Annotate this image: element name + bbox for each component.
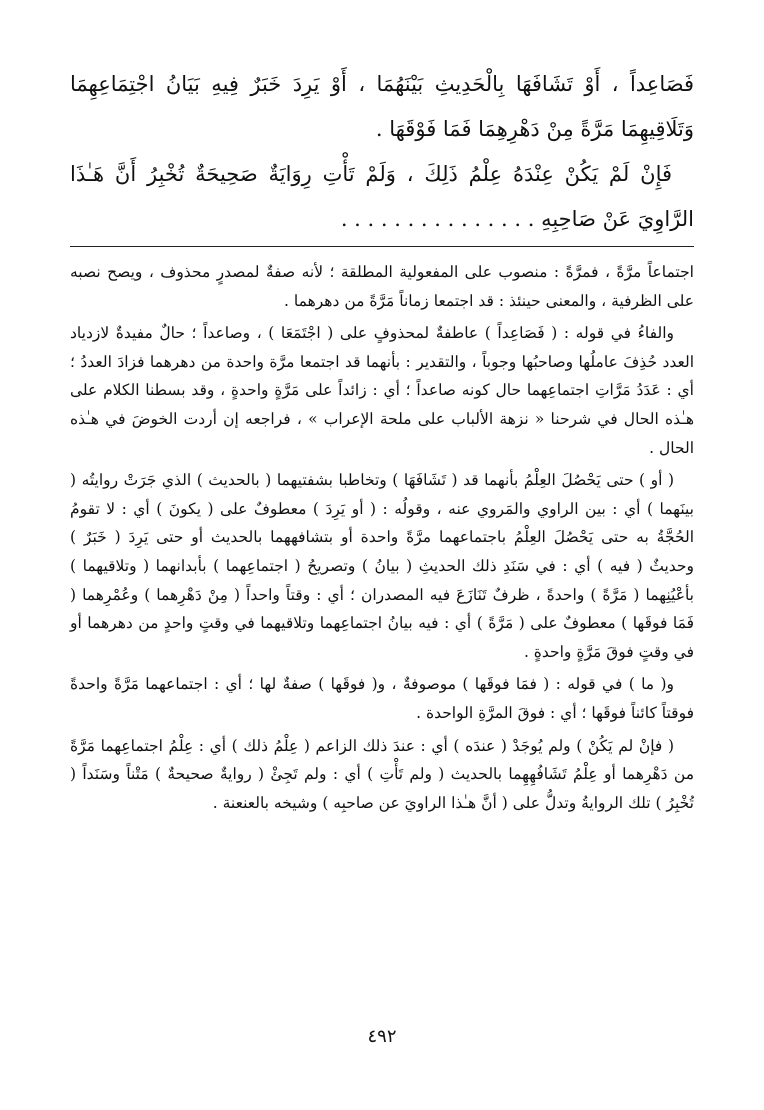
commentary-paragraph-2: والفاءُ في قوله : ( فَصَاعِداً ) عاطفةٌ لمحذوفٍ على ( اجْتَمَعَا ) ، وصاعداً ؛ حالٌ مفيدةٌ لازدياد العدد حُذِفَ عاملُها وصاحبُها وجوباً ، والتقدير : بأنهما قد اجتمعا مرَّة واحدة من دهرهما فزادَ العددُ ؛ أي : عَدَدُ مَرَّاتِ اجتماعِهما حال كونه صاعداً ؛ أي : زائداً على مَرَّةٍ واحدةٍ ، وقد بسطنا الكلام على هـٰذه الحال في شرحنا « نزهة الألباب على ملحة الإعراب » ، فراجعه إن أردت الخوضَ في هـٰذه الحال . <box>70 324 694 457</box>
commentary-paragraph-1: اجتماعاً مرَّةً ، فمرَّةً : منصوب على المفعولية المطلقة ؛ لأنه صفةٌ لمصدرٍ محذوف ، ويصح نصبه على الظرفية ، والمعنى حينئذ : قد اجتمعا زماناً مَرَّةً من دهرهما . <box>70 263 694 310</box>
commentary-paragraph-5: ( فإنْ لم يَكُنْ ) ولم يُوجَدْ ( عندَه ) أي : عندَ ذلك الزاعم ( عِلْمُ ذلك ) أي : عِلْمُ اجتماعِهما مَرَّةً من دَهْرِهما أو عِلْمُ تَشَافُهِهِما بالحديث ( ولم تَأْتِ ) أي : ولم تَجِئْ ( روايةٌ صحيحةٌ ) مَتْناً وسَنَداً ( تُخْبِرُ ) تلك الروايةُ وتدلُّ على ( أنَّ هـٰذا الراويَ عن صاحبِه ) وشيخه بالعنعنة . <box>70 736 694 812</box>
separator-rule <box>70 246 694 247</box>
main-text <box>70 62 694 242</box>
main-paragraph-1: فَصَاعِداً ، أَوْ تَشَافَهَا بِالْحَدِيثِ بَيْنَهُمَا ، أَوْ يَرِدَ خَبَرٌ فِيهِ بَيَانُ اجْتِمَاعِهِمَا وَتَلَاقِيهِمَا مَرَّةً مِنْ دَهْرِهِمَا فَمَا فَوْقَهَا . <box>70 72 694 141</box>
commentary-paragraph-3: ( أو ) حتى يَحْصُلَ العِلْمُ بأنهما قد ( تَشَافَهَا ) وتخاطبا بشفتيهما ( بالحديث ) الذي جَرَتْ روايتُه ( بينَهما ) أي : بين الراوي والمَروي عنه ، وقولُه : ( أو يَرِدَ ) معطوفٌ على ( يكونَ ) أي : لا تقومُ الحُجَّةُ به حتى يَحْصُلَ العِلْمُ باجتماعهما مرَّةً واحدة أو بتشافههما بالحديث أو حتى يَرِدَ ( خَبَرٌ ) وحديثٌ ( فيه ) أي : في سَنَدِ ذلك الحديثِ ( بيانُ ) وتصريحُ ( اجتماعِهما ) بأبدانهما ( وتلاقيهما ) بأعْيُنِهما ( مَرَّةً ) واحدةً ، ظرفٌ تَنَازَعَ فيه المصدران ؛ أي : وقتاً واحداً ( مِنْ دَهْرِهما ) وعُمْرِهما ( فَمَا فوقَها ) معطوفٌ على ( مَرَّةً ) أي : فيه بيانُ اجتماعِهما وتلاقيهما في وقتٍ واحدٍ من دهرهما أو في وقتٍ فوقَ مَرَّةٍ واحدةٍ . <box>70 471 694 661</box>
page-number: ٤٩٢ <box>367 1026 397 1047</box>
commentary-paragraph-4: و( ما ) في قوله : ( فمَا فوقَها ) موصوفةٌ ، و( فوقَها ) صفةٌ لها ؛ أي : اجتماعهما مَرَّةً واحدةً فوقتاً كائناً فوقَها ؛ أي : فوقَ المرَّةِ الواحدة . <box>70 675 694 722</box>
commentary <box>70 258 694 821</box>
main-paragraph-2: فَإِنْ لَمْ يَكُنْ عِنْدَهُ عِلْمُ ذَلِكَ ، وَلَمْ تَأْتِ رِوَايَةٌ صَحِيحَةٌ تُخْبِرُ أَنَّ هَـٰذَا الرَّاوِيَ عَنْ صَاحِبِهِ . . . . . . . . . . . . . . . <box>70 162 694 231</box>
